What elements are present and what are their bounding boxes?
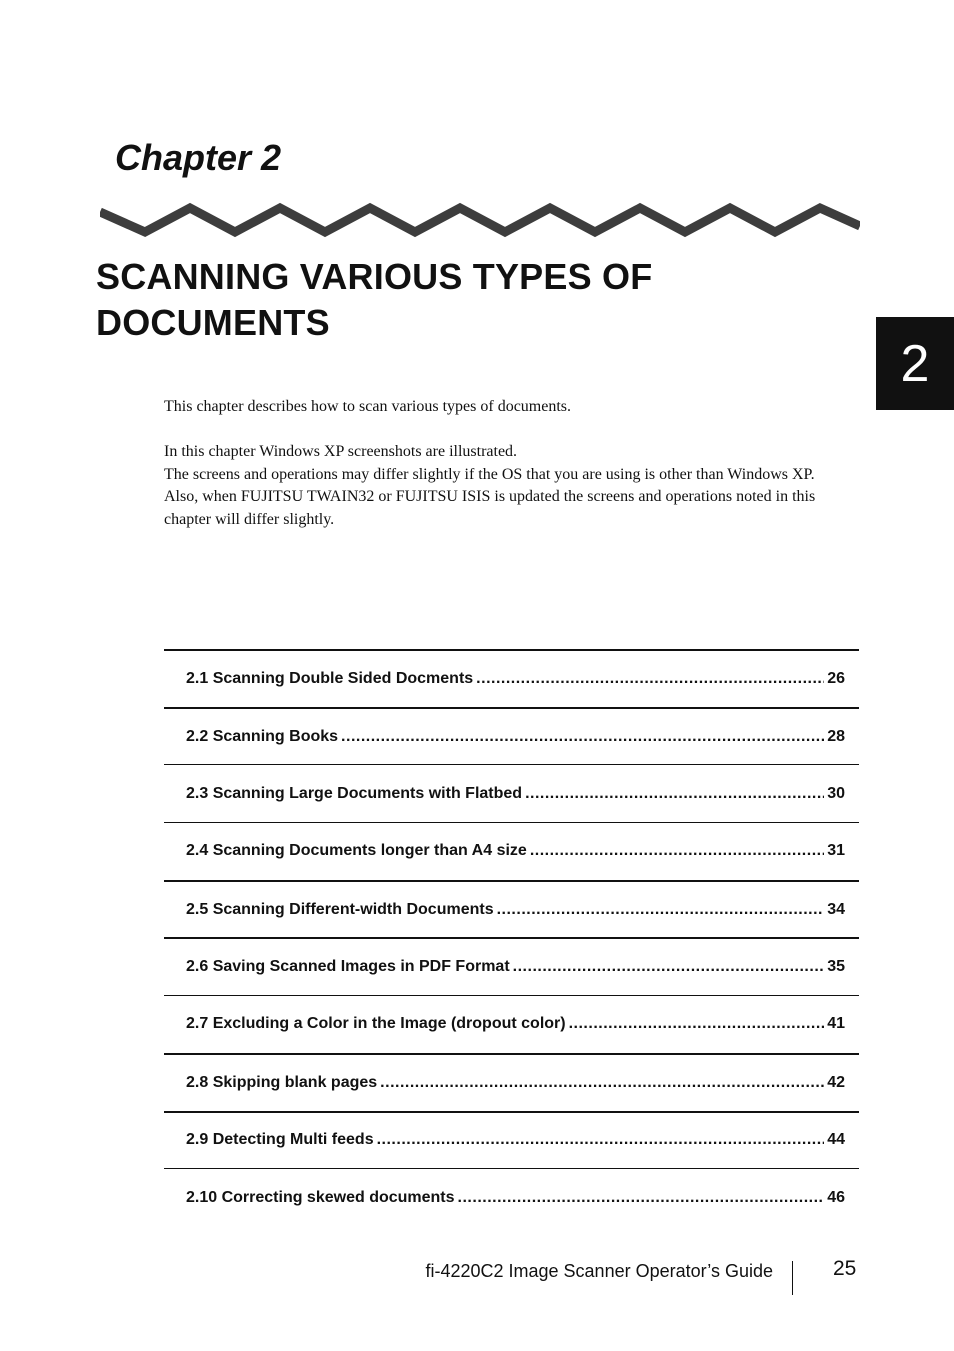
toc-entry-title: 2.5 Scanning Different-width Documents [186,900,494,918]
toc-entry[interactable] [164,1168,859,1226]
toc-entry-page: 28 [827,727,845,745]
toc-leader-dots [530,842,824,860]
toc-entry-page: 46 [827,1188,845,1206]
toc-entry-title: 2.6 Saving Scanned Images in PDF Format [186,958,510,976]
toc-entry[interactable] [164,764,859,822]
toc-leader-dots [497,901,825,919]
toc-entry-title: 2.1 Scanning Double Sided Docments [186,669,474,687]
toc-leader-dots [380,1074,824,1092]
toc-entry[interactable] [164,707,859,765]
toc-entry-title: 2.2 Scanning Books [186,727,339,745]
toc-entry[interactable] [164,649,859,707]
chapter-label: Chapter 2 [115,137,282,178]
toc-entry-page: 26 [827,669,845,687]
toc-entry-page: 30 [827,784,845,802]
toc-entry-title: 2.10 Correcting skewed documents [186,1188,455,1206]
toc-entry-title: 2.3 Scanning Large Documents with Flatbed [186,784,523,802]
toc-entry[interactable] [164,1111,859,1169]
toc-entry-title: 2.4 Scanning Documents longer than A4 size [186,842,527,860]
zigzag-ornament [100,198,860,240]
chapter-title-line-2: DOCUMENTS [96,302,330,343]
chapter-tab-number: 2 [900,334,930,393]
toc-leader-dots [525,785,824,803]
footer-guide-title: fi-4220C2 Image Scanner Operator’s Guide [425,1261,773,1281]
chapter-intro [164,396,859,531]
toc-entry[interactable] [164,1053,859,1111]
toc-leader-dots [458,1189,825,1207]
toc-leader-dots [476,670,824,688]
toc-leader-dots [341,728,824,746]
toc-entry[interactable] [164,822,859,880]
chapter-title-line-1: SCANNING VARIOUS TYPES OF [96,256,653,297]
toc-entry-page: 34 [827,900,845,918]
toc-leader-dots [377,1131,825,1149]
toc-entry[interactable] [164,937,859,995]
intro-paragraph: This chapter describes how to scan various types of documents. [164,398,572,415]
toc-leader-dots [513,958,825,976]
toc-entry[interactable] [164,880,859,938]
toc-entry-page: 44 [827,1131,845,1149]
footer-divider [792,1261,793,1295]
toc-entry-title: 2.7 Excluding a Color in the Image (dropout color) [186,1015,566,1033]
intro-paragraph: The screens and operations may differ slightly if the OS that you are using is other than Windows XP. [164,465,815,483]
toc-leader-dots [569,1015,825,1033]
table-of-contents [164,649,859,1226]
toc-entry-title: 2.9 Detecting Multi feeds [186,1131,374,1149]
toc-entry[interactable] [164,995,859,1053]
footer-page-number: 25 [833,1257,857,1280]
toc-entry-title: 2.8 Skipping blank pages [186,1073,378,1091]
chapter-tab [876,317,954,410]
chapter-title [96,254,856,346]
intro-paragraph: In this chapter Windows XP screenshots are illustrated. [164,443,518,460]
toc-entry-page: 31 [827,842,845,860]
toc-entry-page: 41 [827,1015,845,1033]
intro-paragraph: Also, when FUJITSU TWAIN32 or FUJITSU ISIS is updated the screens and operations noted in this chapter will differ slightly. [164,488,816,528]
toc-entry-page: 42 [827,1073,845,1091]
toc-entry-page: 35 [827,958,845,976]
